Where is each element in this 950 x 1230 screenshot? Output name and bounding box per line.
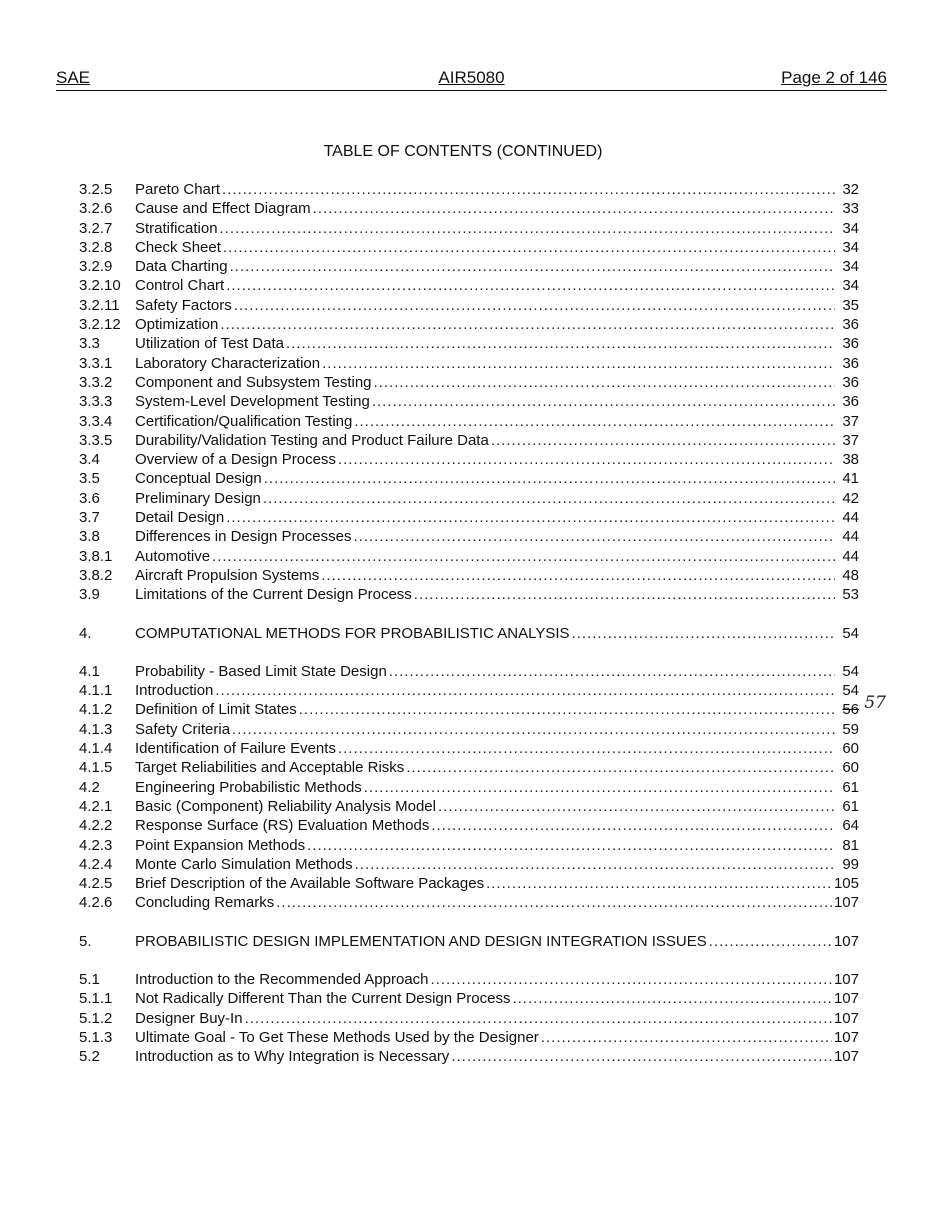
- toc-entry-number: 4.2.2: [79, 817, 113, 835]
- toc-entry-page: 36: [842, 393, 859, 411]
- toc-dot-leader: [541, 1028, 832, 1047]
- toc-dot-leader: [212, 547, 835, 566]
- toc-dot-leader: [276, 893, 832, 912]
- toc-entry: [79, 816, 859, 835]
- toc-entry-number: 3.3.2: [79, 373, 113, 391]
- toc-entry: [79, 527, 859, 546]
- toc-entry-number: 4.2.6: [79, 894, 113, 912]
- toc-dot-leader: [414, 585, 835, 604]
- toc-entry-title: Point Expansion Methods: [135, 836, 306, 854]
- toc-dot-leader: [338, 450, 835, 469]
- toc-dot-leader: [322, 354, 835, 373]
- toc-entry-title: Limitations of the Current Design Process: [135, 586, 412, 604]
- toc-entry-number: 3.4: [79, 451, 100, 469]
- toc-dot-leader: [372, 392, 835, 411]
- toc-entry-title: Safety Factors: [135, 296, 232, 314]
- toc-entry-number: 3.3.1: [79, 354, 113, 372]
- toc-entry-number: 3.3.3: [79, 393, 113, 411]
- toc-entry-page: 34: [842, 219, 859, 237]
- toc-entry-page: 32: [842, 181, 859, 198]
- toc-entry-number: 5.1.2: [79, 1009, 113, 1027]
- toc-entry-title: Probability - Based Limit State Design: [135, 662, 387, 680]
- toc-entry-page: 44: [842, 509, 859, 527]
- toc-entry-title: Introduction as to Why Integration is Necessary: [135, 1048, 450, 1066]
- toc-entry: [79, 758, 859, 777]
- toc-entry: [79, 624, 859, 643]
- toc-entry-page: 36: [842, 316, 859, 334]
- toc-entry: [79, 219, 859, 238]
- toc-dot-leader: [230, 257, 835, 276]
- toc-dot-leader: [355, 855, 835, 874]
- toc-dot-leader: [313, 199, 835, 218]
- header-page-number: Page 2 of 146: [781, 68, 887, 87]
- toc-entry-page: 35: [842, 296, 859, 314]
- toc-dot-leader: [232, 720, 835, 739]
- toc-entry-number: 5.1.1: [79, 990, 113, 1008]
- toc-dot-leader: [264, 469, 835, 488]
- toc-entry-title: Conceptual Design: [135, 470, 262, 488]
- toc-entry-number: 3.3.5: [79, 431, 113, 449]
- toc-dot-leader: [364, 778, 835, 797]
- toc-entry-title: Pareto Chart: [135, 181, 221, 198]
- toc-entry: [79, 276, 859, 295]
- toc-entry: [79, 1047, 859, 1066]
- toc-entry-page: 37: [842, 431, 859, 449]
- toc-entry-number: 3.3.4: [79, 412, 113, 430]
- toc-entry: [79, 489, 859, 508]
- toc-entry-page: 44: [842, 547, 859, 565]
- toc-dot-leader: [354, 412, 835, 431]
- toc-entry-page: 81: [842, 836, 859, 854]
- toc-entry-page: 36: [842, 354, 859, 372]
- toc-dot-leader: [286, 334, 835, 353]
- toc-entry-page: 54: [842, 662, 859, 680]
- toc-entry-title: Certification/Qualification Testing: [135, 412, 353, 430]
- toc-entry-number: 5.1: [79, 970, 100, 988]
- toc-entry-number: 3.6: [79, 489, 100, 507]
- toc-entry-title: Definition of Limit States: [135, 701, 297, 719]
- toc-entry: [79, 412, 859, 431]
- toc-entry-number: 4.2.3: [79, 836, 113, 854]
- toc-entry: [79, 932, 859, 951]
- toc-entry-page: 61: [842, 797, 859, 815]
- toc-entry-number: 3.2.6: [79, 200, 113, 218]
- toc-dot-leader: [223, 238, 835, 257]
- toc-entry-page: 34: [842, 258, 859, 276]
- toc-entry-page: 60: [842, 740, 859, 758]
- toc-dot-leader: [431, 816, 835, 835]
- toc-entry-page: 64: [842, 817, 859, 835]
- toc-entry-page: 107: [833, 970, 859, 988]
- toc-entry-number: 5.2: [79, 1048, 100, 1066]
- toc-entry-title: Durability/Validation Testing and Product Failure Data: [135, 431, 489, 449]
- toc-entry-title: Introduction: [135, 682, 214, 700]
- toc-entry-page-struck: 56: [842, 701, 859, 719]
- toc-entry-page: 48: [842, 566, 859, 584]
- toc-entry-title: Differences in Design Processes: [135, 528, 352, 546]
- toc-dot-leader: [389, 662, 835, 681]
- toc-entry-title: Concluding Remarks: [135, 894, 275, 912]
- toc-entry: [79, 739, 859, 758]
- toc-entry-title: Aircraft Propulsion Systems: [135, 566, 320, 584]
- toc-entry: [79, 199, 859, 218]
- toc-entry-number: 4.2.1: [79, 797, 113, 815]
- toc-entry-title: Data Charting: [135, 258, 228, 276]
- toc-dot-leader: [486, 874, 832, 893]
- toc-entry-title: Control Chart: [135, 277, 225, 295]
- toc-entry: [79, 970, 859, 989]
- toc-entry: [79, 373, 859, 392]
- toc-entry-number: 5.: [79, 932, 92, 950]
- toc-entry-title: Not Radically Different Than the Current Design Process: [135, 990, 511, 1008]
- toc-entry: [79, 893, 859, 912]
- toc-entry-number: 3.2.11: [79, 296, 120, 314]
- toc-entry-title: Safety Criteria: [135, 720, 231, 738]
- toc-entry-title: Check Sheet: [135, 238, 221, 256]
- toc-entry-page: 107: [833, 894, 859, 912]
- toc-dot-leader: [431, 970, 832, 989]
- toc-dot-leader: [354, 527, 836, 546]
- toc-dot-leader: [215, 681, 835, 700]
- toc-entry: [79, 797, 859, 816]
- toc-dot-leader: [299, 700, 835, 719]
- toc-entry: [79, 989, 859, 1008]
- toc-entry: [79, 334, 859, 353]
- toc-entry-title: Optimization: [135, 316, 219, 334]
- toc-entry: [79, 315, 859, 334]
- toc-entry: [79, 354, 859, 373]
- toc-entry-page: 36: [842, 335, 859, 353]
- toc-dot-leader: [234, 296, 835, 315]
- toc-entry-title: Monte Carlo Simulation Methods: [135, 855, 353, 873]
- toc-entry-number: 4.1.4: [79, 740, 113, 758]
- toc-entry-number: 4.2.4: [79, 855, 113, 873]
- toc-dot-leader: [512, 989, 832, 1008]
- toc-entry: [79, 431, 859, 450]
- toc-entry-number: 3.2.12: [79, 316, 121, 334]
- toc-entry-number: 4.2: [79, 778, 100, 796]
- toc-entry: [79, 547, 859, 566]
- toc-entry-title: Overview of a Design Process: [135, 451, 336, 469]
- toc-dot-leader: [220, 219, 835, 238]
- toc-entry-title: Automotive: [135, 547, 211, 565]
- toc-entry-title: PROBABILISTIC DESIGN IMPLEMENTATION AND DESIGN INTEGRATION ISSUES: [135, 932, 707, 950]
- toc-entry-page: 99: [842, 855, 859, 873]
- toc-entry-page: 36: [842, 373, 859, 391]
- toc-entry-page: 54: [842, 682, 859, 700]
- header-org: SAE: [56, 68, 91, 87]
- toc-entry: [79, 450, 859, 469]
- toc-entry-number: 3.8: [79, 528, 100, 546]
- toc-entry-title: Ultimate Goal - To Get These Methods Used by the Designer: [135, 1028, 539, 1046]
- toc-entry-title: Engineering Probabilistic Methods: [135, 778, 362, 796]
- toc-entry: [79, 296, 859, 315]
- toc-entry: [79, 469, 859, 488]
- toc-entry-number: 3.8.1: [79, 547, 113, 565]
- toc-entry-number: 3.7: [79, 509, 100, 527]
- toc-dot-leader: [220, 315, 835, 334]
- toc-entry-page: 60: [842, 759, 859, 777]
- toc-entry: [79, 855, 859, 874]
- toc-entry: [79, 392, 859, 411]
- toc-entry: [79, 720, 859, 739]
- toc-entry: [79, 836, 859, 855]
- toc-entry-page: 54: [842, 624, 859, 642]
- toc-dot-leader: [222, 180, 835, 199]
- toc-entry-title: Stratification: [135, 219, 218, 237]
- toc-entry-number: 3.2.9: [79, 258, 113, 276]
- toc-entry: [79, 778, 859, 797]
- toc-entry-number: 5.1.3: [79, 1028, 113, 1046]
- toc-entry-page: 59: [842, 720, 859, 738]
- toc-entry-page: 107: [833, 1028, 859, 1046]
- toc-dot-leader: [338, 739, 835, 758]
- toc-entry-title: Laboratory Characterization: [135, 354, 321, 372]
- toc-entry-page: 44: [842, 528, 859, 546]
- toc-entry: [79, 508, 859, 527]
- toc-entry-number: 3.2.5: [79, 181, 113, 198]
- toc-entry-number: 4.1: [79, 662, 100, 680]
- table-of-contents: [79, 180, 886, 1066]
- toc-entry-title: System-Level Development Testing: [135, 393, 370, 411]
- toc-entry-page: 42: [842, 489, 859, 507]
- toc-entry-page: 38: [842, 451, 859, 469]
- header-document-id: AIR5080: [438, 68, 505, 87]
- toc-entry-number: 3.2.8: [79, 238, 113, 256]
- toc-entry-title: Target Reliabilities and Acceptable Risks: [135, 759, 405, 777]
- toc-entry-page: [837, 693, 886, 719]
- toc-entry-number: 3.3: [79, 335, 100, 353]
- toc-entry-title: Designer Buy-In: [135, 1009, 243, 1027]
- toc-entry-number: 3.2.10: [79, 277, 121, 295]
- toc-entry-number: 3.2.7: [79, 219, 113, 237]
- toc-dot-leader: [307, 836, 835, 855]
- toc-entry-number: 3.8.2: [79, 566, 113, 584]
- toc-entry: [79, 1009, 859, 1028]
- toc-entry-number: 4.1.5: [79, 759, 113, 777]
- toc-entry-title: Component and Subsystem Testing: [135, 373, 372, 391]
- toc-entry-title: Preliminary Design: [135, 489, 261, 507]
- toc-entry-number: 4.2.5: [79, 875, 113, 893]
- toc-entry-page: 107: [833, 990, 859, 1008]
- page-header: [56, 68, 887, 91]
- toc-entry-page: 53: [842, 586, 859, 604]
- toc-entry-title: Brief Description of the Available Software Packages: [135, 875, 485, 893]
- toc-dot-leader: [263, 489, 835, 508]
- toc-entry-number: 3.9: [79, 586, 100, 604]
- toc-entry-title: Detail Design: [135, 509, 225, 527]
- handwritten-page-correction: 57: [864, 693, 886, 714]
- toc-dot-leader: [226, 276, 835, 295]
- toc-entry-title: Identification of Failure Events: [135, 740, 336, 758]
- toc-entry-page: 37: [842, 412, 859, 430]
- toc-dot-leader: [406, 758, 835, 777]
- toc-entry-page: 107: [833, 932, 859, 950]
- toc-entry: [79, 681, 859, 700]
- toc-entry-title: Basic (Component) Reliability Analysis Model: [135, 797, 436, 815]
- toc-entry-title: Cause and Effect Diagram: [135, 200, 311, 218]
- toc-entry-number: 3.5: [79, 470, 100, 488]
- toc-dot-leader: [321, 566, 835, 585]
- toc-entry: [79, 874, 859, 893]
- toc-entry-title: COMPUTATIONAL METHODS FOR PROBABILISTIC ANALYSIS: [135, 624, 570, 642]
- toc-entry-page: 41: [842, 470, 859, 488]
- toc-entry-page: 34: [842, 238, 859, 256]
- toc-entry-page: 107: [833, 1009, 859, 1027]
- toc-entry: [79, 1028, 859, 1047]
- toc-dot-leader: [438, 797, 835, 816]
- toc-entry-title: Introduction to the Recommended Approach: [135, 970, 429, 988]
- toc-dot-leader: [226, 508, 835, 527]
- toc-entry: [79, 693, 886, 719]
- toc-dot-leader: [491, 431, 835, 450]
- toc-entry-page: 105: [833, 875, 859, 893]
- toc-dot-leader: [374, 373, 835, 392]
- toc-entry: [79, 257, 859, 276]
- toc-dot-leader: [709, 932, 832, 951]
- toc-dot-leader: [572, 624, 835, 643]
- toc-entry-number: 4.1.3: [79, 720, 113, 738]
- toc-entry: [79, 566, 859, 585]
- toc-dot-leader: [451, 1047, 832, 1066]
- toc-entry-title: Utilization of Test Data: [135, 335, 284, 353]
- toc-entry-page: 34: [842, 277, 859, 295]
- toc-entry-page: 107: [833, 1048, 859, 1066]
- toc-entry: [79, 238, 859, 257]
- toc-entry-page: 61: [842, 778, 859, 796]
- toc-entry-title: Response Surface (RS) Evaluation Methods: [135, 817, 430, 835]
- toc-dot-leader: [245, 1009, 832, 1028]
- toc-entry-number: 4.: [79, 624, 92, 642]
- toc-entry-page: 33: [842, 200, 859, 218]
- toc-entry-number: 4.1.2: [79, 701, 113, 719]
- toc-entry: [79, 662, 859, 681]
- toc-entry: [79, 585, 859, 604]
- toc-heading: TABLE OF CONTENTS (CONTINUED): [323, 143, 603, 160]
- toc-entry: [79, 180, 859, 199]
- toc-entry-number: 4.1.1: [79, 682, 113, 700]
